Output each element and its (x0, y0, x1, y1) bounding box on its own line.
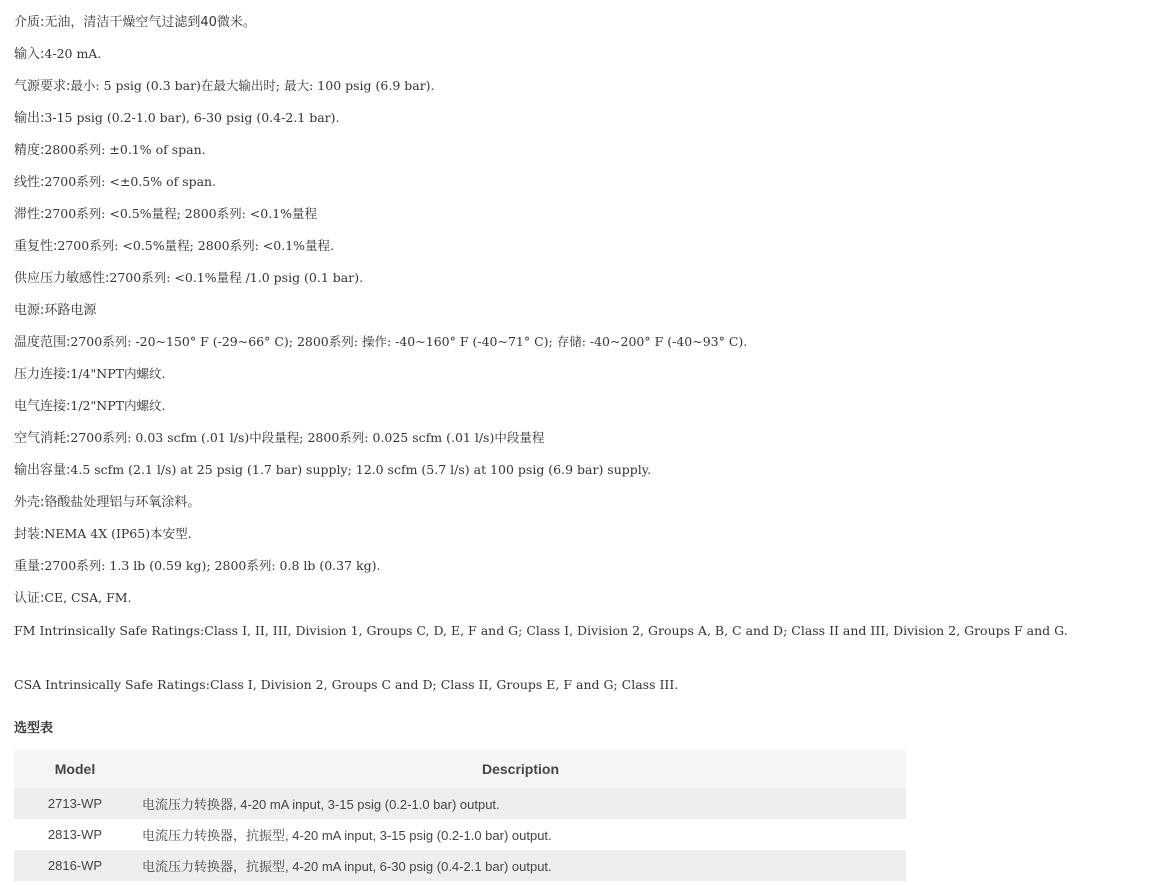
spec-value: Class I, Division 2, Groups C and D; Class II, Groups E, F and G; Class III. (209, 677, 679, 692)
spec-value: 1/4"NPT内螺纹. (70, 366, 166, 381)
spec-air-consumption (14, 427, 544, 450)
spec-input (14, 43, 101, 66)
spec-label: 重量: (14, 559, 45, 574)
description-cell: 电流压力转换器, 4-20 mA input, 3-15 psig (0.2-1.0 bar) output. (136, 788, 906, 819)
spec-label: 滞性: (14, 207, 45, 222)
spec-value: 最小: 5 psig (0.3 bar)在最大输出时; 最大: 100 psig (6.9 bar). (70, 78, 435, 93)
spec-value: 2700系列: <0.5%量程; 2800系列: <0.1%量程 (44, 206, 318, 221)
spec-value: NEMA 4X (IP65)本安型. (44, 526, 192, 541)
model-cell: 2813-WP (14, 819, 136, 850)
table-row (14, 819, 906, 850)
table-header-row (14, 750, 906, 788)
spec-label: 气源要求: (14, 79, 71, 94)
spec-housing (14, 491, 200, 514)
spec-label: 输入: (14, 47, 45, 62)
selection-table-title: 选型表 (14, 721, 54, 736)
spec-value: 4-20 mA. (44, 46, 102, 61)
spec-label: 外壳: (14, 495, 45, 510)
spec-hysteresis (14, 203, 317, 226)
spec-value: 2700系列: -20~150° F (-29~66° C); 2800系列: 操作: -40~160° F (-40~71° C); 存储: -40~200° F (-40~93° C). (70, 334, 748, 349)
spec-supply-sensitivity (14, 267, 363, 290)
spec-value: Class I, II, III, Division 1, Groups C, D, E, F and G; Class I, Division 2, Groups A, B, C and D; Class II and III, Division 2, Groups F and G. (204, 623, 1068, 638)
spec-value: 2700系列: 1.3 lb (0.59 kg); 2800系列: 0.8 lb (0.37 kg). (44, 558, 381, 573)
spec-value: 4.5 scfm (2.1 l/s) at 25 psig (1.7 bar) supply; 12.0 scfm (5.7 l/s) at 100 psig (6.9 bar) supply. (70, 462, 652, 477)
spec-label: 压力连接: (14, 367, 71, 382)
model-column-header: Model (14, 750, 136, 788)
spec-linearity (14, 171, 216, 194)
spec-value: 2700系列: 0.03 scfm (.01 l/s)中段量程; 2800系列: 0.025 scfm (.01 l/s)中段量程 (70, 430, 545, 445)
spec-certification (14, 587, 132, 610)
spec-power (14, 299, 96, 322)
spec-label: 重复性: (14, 239, 58, 254)
spec-value: 1/2"NPT内螺纹. (70, 398, 166, 413)
spec-label: 认证: (14, 591, 45, 606)
spec-label: 输出容量: (14, 463, 71, 478)
spec-value: 2800系列: ±0.1% of span. (44, 142, 206, 157)
spec-value: 2700系列: <±0.5% of span. (44, 174, 217, 189)
spec-label: 电气连接: (14, 399, 71, 414)
table-row (14, 850, 906, 881)
spec-label: 空气消耗: (14, 431, 71, 446)
spec-accuracy (14, 139, 206, 162)
spec-label: 线性: (14, 175, 45, 190)
spec-value: 无油，清洁干燥空气过滤到40微米。 (44, 15, 256, 30)
spec-label: 温度范围: (14, 335, 71, 350)
spec-medium (14, 11, 256, 34)
model-cell: 2713-WP (14, 788, 136, 819)
spec-enclosure (14, 523, 192, 546)
description-cell: 电流压力转换器，抗振型, 4-20 mA input, 3-15 psig (0.2-1.0 bar) output. (136, 819, 906, 850)
spec-pressure-connection (14, 363, 165, 386)
spec-value: 3-15 psig (0.2-1.0 bar), 6-30 psig (0.4-2.1 bar). (44, 110, 340, 125)
spec-supply (14, 75, 435, 98)
spec-temperature (14, 331, 747, 354)
spec-label: FM Intrinsically Safe Ratings: (14, 623, 205, 638)
model-cell: 2816-WP (14, 850, 136, 881)
spec-csa-ratings (14, 674, 678, 696)
spec-repeatability (14, 235, 334, 258)
table-row (14, 788, 906, 819)
spec-value: 2700系列: <0.1%量程 /1.0 psig (0.1 bar). (109, 270, 364, 285)
spec-electrical-connection (14, 395, 165, 418)
spec-label: 输出: (14, 111, 45, 126)
spec-label: 封装: (14, 527, 45, 542)
spec-label: 介质: (14, 15, 45, 30)
spec-weight (14, 555, 380, 578)
spec-value: 铬酸盐处理铝与环氧涂料。 (44, 495, 201, 510)
spec-label: CSA Intrinsically Safe Ratings: (14, 677, 210, 692)
spec-label: 供应压力敏感性: (14, 271, 110, 286)
spec-output-capacity (14, 459, 651, 482)
description-cell: 电流压力转换器，抗振型, 4-20 mA input, 6-30 psig (0.4-2.1 bar) output. (136, 850, 906, 881)
description-column-header: Description (136, 750, 906, 788)
spec-fm-ratings (14, 620, 1166, 642)
spec-label: 电源: (14, 303, 45, 318)
spec-value: 2700系列: <0.5%量程; 2800系列: <0.1%量程. (57, 238, 335, 253)
spec-value: 环路电源 (44, 303, 97, 318)
spec-value: CE, CSA, FM. (44, 590, 132, 605)
spec-label: 精度: (14, 143, 45, 158)
model-selection-table (14, 750, 906, 881)
spec-output (14, 107, 339, 130)
